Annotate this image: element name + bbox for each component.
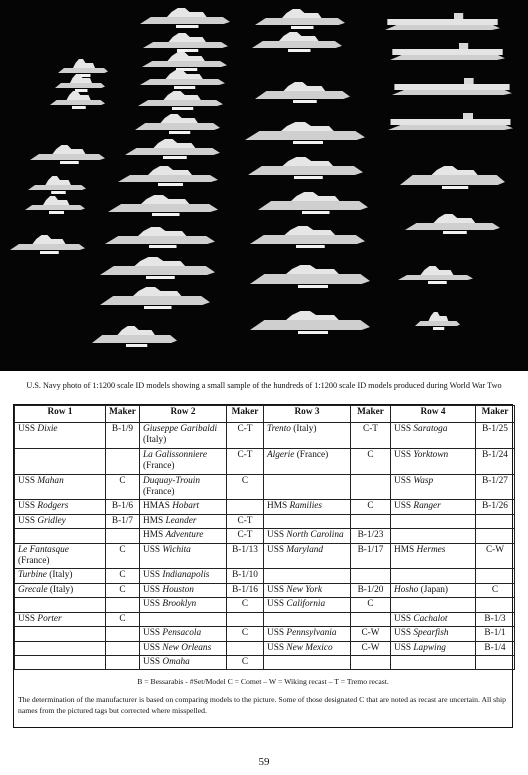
ship-name-cell: USS Pensacola — [140, 627, 227, 641]
ship-name: Ranger — [413, 501, 441, 512]
maker-cell: C — [351, 448, 391, 474]
ship-name-cell — [15, 627, 106, 641]
page-number: 59 — [258, 756, 270, 768]
ship-name-cell — [391, 598, 476, 612]
ship-model — [248, 157, 363, 179]
ship-name-cell — [264, 514, 351, 528]
ship-name: Gridley — [37, 515, 66, 526]
maker-cell: C-W — [351, 641, 391, 655]
ship-model — [50, 91, 105, 109]
maker-cell: C — [106, 543, 140, 569]
ship-name-cell: USS North Carolina — [264, 529, 351, 543]
ship-name-cell: USS Houston — [140, 583, 227, 597]
table-notes — [14, 670, 512, 727]
ship-name-cell: La Galissonniere (France) — [140, 448, 227, 474]
maker-cell: B-1/20 — [351, 583, 391, 597]
maker-cell — [476, 598, 515, 612]
maker-cell — [351, 514, 391, 528]
table-row — [15, 612, 515, 626]
maker-cell — [476, 514, 515, 528]
ship-name: Turbine — [18, 570, 47, 581]
maker-cell: B-1/25 — [476, 423, 515, 449]
maker-cell: C — [227, 655, 264, 669]
maker-cell — [351, 612, 391, 626]
ship-name-cell: Grecale (Italy) — [15, 583, 106, 597]
ship-name-cell — [391, 529, 476, 543]
table-row — [15, 423, 515, 449]
ship-name: Le Fantasque — [18, 544, 69, 555]
maker-cell: B-1/13 — [227, 543, 264, 569]
ship-model — [385, 13, 500, 30]
table-row — [15, 598, 515, 612]
ship-model — [28, 176, 86, 194]
ship-model — [415, 312, 460, 330]
ship-name: California — [286, 599, 326, 610]
ship-name: Duquay-Trouin — [143, 475, 200, 486]
ship-name-cell: USS Wichita — [140, 543, 227, 569]
ship-model — [258, 192, 368, 214]
maker-cell: C-T — [227, 448, 264, 474]
table-row — [15, 569, 515, 583]
ship-name-cell: USS New York — [264, 583, 351, 597]
maker-cell — [106, 627, 140, 641]
ship-name-cell — [391, 569, 476, 583]
ship-name: Brooklyn — [162, 599, 197, 610]
ship-name-cell: USS Brooklyn — [140, 598, 227, 612]
ship-name-cell: HMS Ramilies — [264, 500, 351, 514]
maker-cell — [106, 529, 140, 543]
ship-name-cell: USS Ranger — [391, 500, 476, 514]
ship-model — [140, 8, 230, 28]
maker-cell: B-1/7 — [106, 514, 140, 528]
ship-name-cell: USS Pennsylvania — [264, 627, 351, 641]
maker-cell — [106, 448, 140, 474]
maker-cell: B-1/4 — [476, 641, 515, 655]
ship-name-cell: USS California — [264, 598, 351, 612]
ship-model — [108, 195, 218, 216]
ship-model — [142, 52, 227, 71]
maker-cell: B-1/17 — [351, 543, 391, 569]
ship-name: Yorktown — [413, 449, 449, 460]
table-row — [15, 514, 515, 528]
ship-model — [55, 74, 105, 92]
ship-name-cell: HMS Leander — [140, 514, 227, 528]
ship-name-cell: Turbine (Italy) — [15, 569, 106, 583]
ship-name-cell: Trento (Italy) — [264, 423, 351, 449]
maker-cell — [351, 655, 391, 669]
ship-name: Pensacola — [162, 628, 202, 639]
table-body — [15, 423, 515, 670]
table-row — [15, 655, 515, 669]
ship-name: Omaha — [162, 656, 190, 667]
ship-model — [100, 287, 210, 309]
header-row1: Row 1 — [15, 406, 106, 423]
ship-name-cell: USS New Orleans — [140, 641, 227, 655]
ship-name-cell — [264, 655, 351, 669]
maker-cell: C-T — [227, 423, 264, 449]
ship-name-cell — [15, 448, 106, 474]
ship-name-cell: USS Dixie — [15, 423, 106, 449]
ship-name: New York — [286, 584, 322, 595]
ship-name-cell — [15, 598, 106, 612]
ship-name-cell: USS Rodgers — [15, 500, 106, 514]
ship-model — [392, 78, 512, 95]
ship-name-cell: HMS Adventure — [140, 529, 227, 543]
ship-model-table — [14, 405, 515, 670]
ship-name: Trento — [267, 424, 291, 434]
maker-cell: C — [227, 627, 264, 641]
maker-cell — [106, 655, 140, 669]
ship-name: Mahan — [37, 475, 64, 486]
ship-name-cell — [264, 612, 351, 626]
ship-name: Indianapolis — [162, 570, 210, 581]
maker-cell: C-W — [476, 543, 515, 569]
table-header-row — [15, 406, 515, 423]
maker-cell — [106, 598, 140, 612]
ship-model — [143, 33, 228, 52]
maker-cell: B-1/27 — [476, 474, 515, 500]
table-row — [15, 448, 515, 474]
table-row — [15, 627, 515, 641]
ship-name-cell: USS Yorktown — [391, 448, 476, 474]
table-row — [15, 529, 515, 543]
ship-name: Cachalot — [413, 613, 448, 624]
ship-name: Houston — [162, 584, 194, 595]
maker-cell: C — [351, 500, 391, 514]
ship-model — [125, 139, 220, 159]
maker-cell — [351, 474, 391, 500]
ship-model — [140, 70, 225, 89]
ship-name: Spearfish — [413, 628, 449, 639]
maker-cell: C-T — [227, 514, 264, 528]
ship-model — [388, 113, 513, 130]
ship-name-cell: Le Fantasque (France) — [15, 543, 106, 569]
ship-name: Rodgers — [37, 501, 69, 512]
ship-model — [250, 311, 370, 334]
ship-model — [252, 32, 342, 52]
ship-name: Hermes — [416, 544, 446, 555]
ship-name-cell: Duquay-Trouin (France) — [140, 474, 227, 500]
maker-cell — [227, 500, 264, 514]
ship-name-cell — [15, 529, 106, 543]
ship-model — [255, 9, 345, 29]
header-maker3: Maker — [351, 406, 391, 423]
ship-model — [100, 257, 215, 279]
maker-cell — [227, 641, 264, 655]
ship-name-cell: USS Wasp — [391, 474, 476, 500]
maker-cell: C — [106, 583, 140, 597]
ship-name-cell: Algerie (France) — [264, 448, 351, 474]
ship-name-cell: Hosho (Japan) — [391, 583, 476, 597]
scale-models-photo — [0, 0, 528, 371]
ship-model — [118, 166, 218, 186]
maker-cell — [476, 569, 515, 583]
ship-name-cell: HMAS Hobart — [140, 500, 227, 514]
table-row — [15, 500, 515, 514]
ship-name: Saratoga — [413, 424, 448, 434]
ship-model — [135, 114, 220, 134]
ship-name: Wasp — [413, 475, 434, 486]
notes-text: The determination of the manufacturer is based on comparing models to the picture. Some of those designated C that are noted as recast are uncertain. All ship names from the pictured tags but corrected where misspelled. — [18, 695, 507, 716]
header-row4: Row 4 — [391, 406, 476, 423]
maker-cell: C-W — [351, 627, 391, 641]
maker-cell: C — [106, 612, 140, 626]
table-row — [15, 474, 515, 500]
ship-name: Porter — [37, 613, 62, 624]
ship-model — [245, 122, 365, 144]
ship-name-cell: Giuseppe Garibaldi (Italy) — [140, 423, 227, 449]
maker-cell: B-1/24 — [476, 448, 515, 474]
ship-name-cell — [140, 612, 227, 626]
ship-name: New Orleans — [162, 642, 212, 653]
maker-cell — [227, 612, 264, 626]
maker-cell: C-T — [351, 423, 391, 449]
header-row2: Row 2 — [140, 406, 227, 423]
ship-name: Dixie — [37, 424, 58, 434]
ship-name-cell: USS Saratoga — [391, 423, 476, 449]
ship-name-cell — [15, 641, 106, 655]
maker-cell: C-T — [227, 529, 264, 543]
ship-name-cell: USS Indianapolis — [140, 569, 227, 583]
photo-caption: U.S. Navy photo of 1:1200 scale ID models showing a small sample of the hundreds of 1:1200 scale ID models produced during World War Two — [26, 381, 502, 390]
ship-name-cell: USS Spearfish — [391, 627, 476, 641]
ship-model — [390, 43, 505, 60]
ship-name: Grecale — [18, 584, 48, 595]
maker-cell: B-1/16 — [227, 583, 264, 597]
maker-cell: B-1/3 — [476, 612, 515, 626]
ship-model — [30, 145, 105, 164]
ship-name: Algerie — [267, 449, 295, 460]
ship-name-cell: USS Omaha — [140, 655, 227, 669]
maker-cell: C — [106, 474, 140, 500]
ship-name: Wichita — [162, 544, 191, 555]
maker-cell: C — [351, 598, 391, 612]
maker-legend: B = Bessarabis - #Set/Model C = Comet – W = Wiking recast – T = Tremo recast. — [137, 677, 389, 687]
ship-name-cell: USS Maryland — [264, 543, 351, 569]
maker-cell — [476, 529, 515, 543]
ship-model — [255, 82, 350, 103]
ship-name: Adventure — [165, 530, 204, 541]
maker-cell: C — [227, 474, 264, 500]
ship-name: Pennsylvania — [286, 628, 337, 639]
ship-name: Lapwing — [413, 642, 446, 653]
maker-cell: B-1/23 — [351, 529, 391, 543]
ship-model — [400, 166, 505, 189]
ship-name-cell: USS Mahan — [15, 474, 106, 500]
header-maker4: Maker — [476, 406, 515, 423]
ship-name: Ramilies — [289, 501, 323, 512]
maker-cell: B-1/6 — [106, 500, 140, 514]
maker-cell: C — [227, 598, 264, 612]
ship-name: Maryland — [286, 544, 324, 555]
ship-name-cell — [391, 514, 476, 528]
ship-name-cell: USS New Mexico — [264, 641, 351, 655]
ship-model — [25, 196, 85, 214]
table-row — [15, 583, 515, 597]
ship-models-illustration — [0, 0, 528, 371]
maker-cell: B-1/26 — [476, 500, 515, 514]
maker-cell: B-1/1 — [476, 627, 515, 641]
ship-name-cell: USS Lapwing — [391, 641, 476, 655]
maker-cell: B-1/10 — [227, 569, 264, 583]
maker-cell: C — [476, 583, 515, 597]
ship-name-cell: USS Gridley — [15, 514, 106, 528]
ship-name-cell: HMS Hermes — [391, 543, 476, 569]
header-maker2: Maker — [227, 406, 264, 423]
ship-model — [105, 227, 215, 248]
ship-model — [10, 235, 85, 254]
maker-cell — [476, 655, 515, 669]
ship-name: La Galissonniere — [143, 449, 207, 460]
ship-model — [405, 214, 500, 234]
ship-model — [398, 266, 473, 284]
ship-model — [250, 265, 370, 288]
ship-model-table-box — [13, 404, 513, 728]
maker-cell: C — [106, 569, 140, 583]
ship-name-cell — [264, 474, 351, 500]
ship-name-cell: USS Cachalot — [391, 612, 476, 626]
ship-model — [58, 59, 108, 77]
header-maker1: Maker — [106, 406, 140, 423]
maker-cell — [351, 569, 391, 583]
table-row — [15, 543, 515, 569]
ship-name-cell — [391, 655, 476, 669]
ship-name: North Carolina — [286, 530, 344, 541]
ship-name-cell — [264, 569, 351, 583]
maker-cell — [106, 641, 140, 655]
ship-name: Giuseppe Garibaldi — [143, 424, 218, 434]
ship-model — [92, 326, 177, 347]
ship-model — [250, 226, 365, 248]
table-row — [15, 641, 515, 655]
header-row3: Row 3 — [264, 406, 351, 423]
ship-model — [138, 91, 223, 110]
ship-name: Leander — [165, 515, 197, 526]
ship-name: Hobart — [172, 501, 200, 512]
ship-name: New Mexico — [286, 642, 333, 653]
ship-name-cell — [15, 655, 106, 669]
ship-name-cell: USS Porter — [15, 612, 106, 626]
ship-name: Hosho — [394, 584, 419, 595]
maker-cell: B-1/9 — [106, 423, 140, 449]
